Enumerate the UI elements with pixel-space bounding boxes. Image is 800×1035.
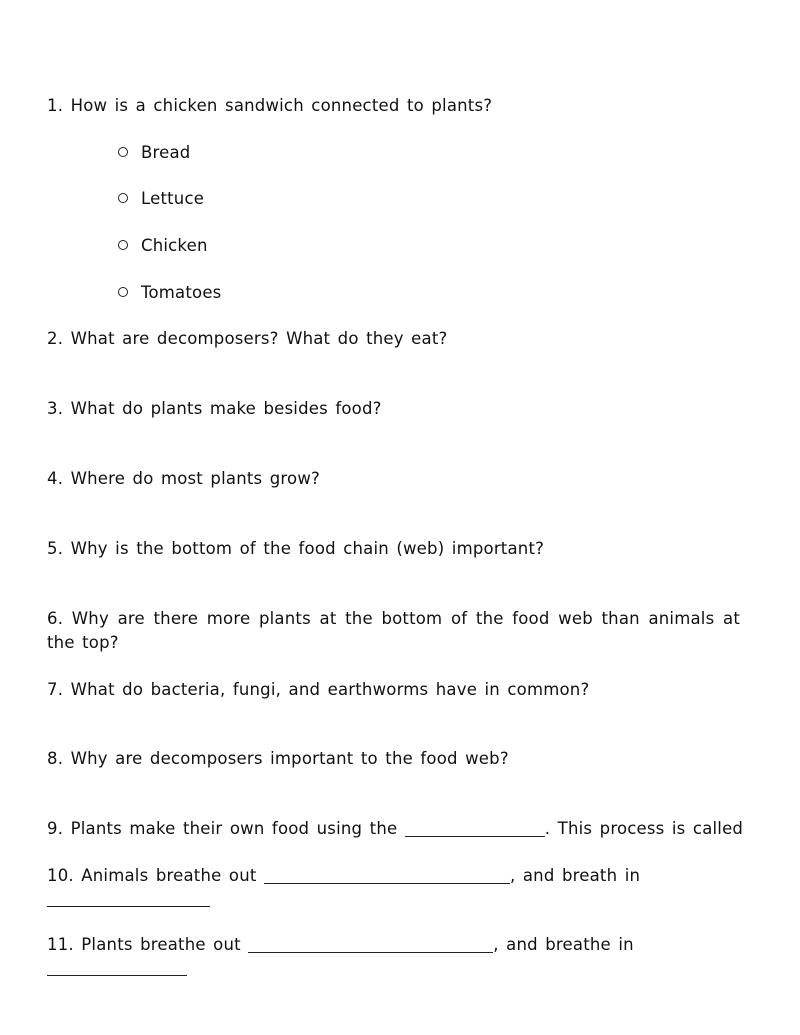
question-5: 5. Why is the bottom of the food chain (web) important? [47, 539, 545, 558]
question-11 [47, 933, 634, 957]
question-4: 4. Where do most plants grow? [47, 469, 321, 488]
option-label: Tomatoes [141, 283, 222, 302]
question-text: 11. Plants breathe out [47, 935, 241, 954]
hollow-circle-bullet-icon [118, 287, 128, 297]
question-text: , and breath in [509, 866, 641, 885]
question-6: 6. Why are there more plants at the bottom of the food web than animals at the top? [47, 609, 740, 652]
question-8: 8. Why are decomposers important to the food web? [47, 749, 509, 768]
question-text: , and breathe in [493, 935, 634, 954]
answer-blank[interactable] [264, 869, 510, 884]
answer-blank[interactable] [47, 975, 187, 976]
hollow-circle-bullet-icon [118, 193, 128, 203]
answer-blank[interactable] [47, 906, 210, 907]
question-text: 10. Animals breathe out [47, 866, 257, 885]
question-9 [47, 817, 743, 841]
hollow-circle-bullet-icon [118, 240, 128, 250]
question-text: 9. Plants make their own food using the [47, 819, 398, 838]
option-label: Chicken [141, 236, 208, 255]
option-chicken [118, 234, 208, 258]
option-label: Lettuce [141, 189, 205, 208]
question-1: 1. How is a chicken sandwich connected to plants? [47, 96, 493, 115]
option-tomatoes [118, 281, 221, 305]
question-7: 7. What do bacteria, fungi, and earthworms have in common? [47, 680, 590, 699]
question-2: 2. What are decomposers? What do they eat? [47, 329, 448, 348]
question-text: . This process is called [544, 819, 744, 838]
option-label: Bread [141, 143, 191, 162]
answer-blank[interactable] [248, 938, 493, 953]
answer-blank[interactable] [405, 822, 545, 837]
hollow-circle-bullet-icon [118, 147, 128, 157]
option-bread [118, 141, 190, 165]
option-lettuce [118, 187, 204, 211]
question-10 [47, 864, 640, 888]
question-3: 3. What do plants make besides food? [47, 399, 382, 418]
